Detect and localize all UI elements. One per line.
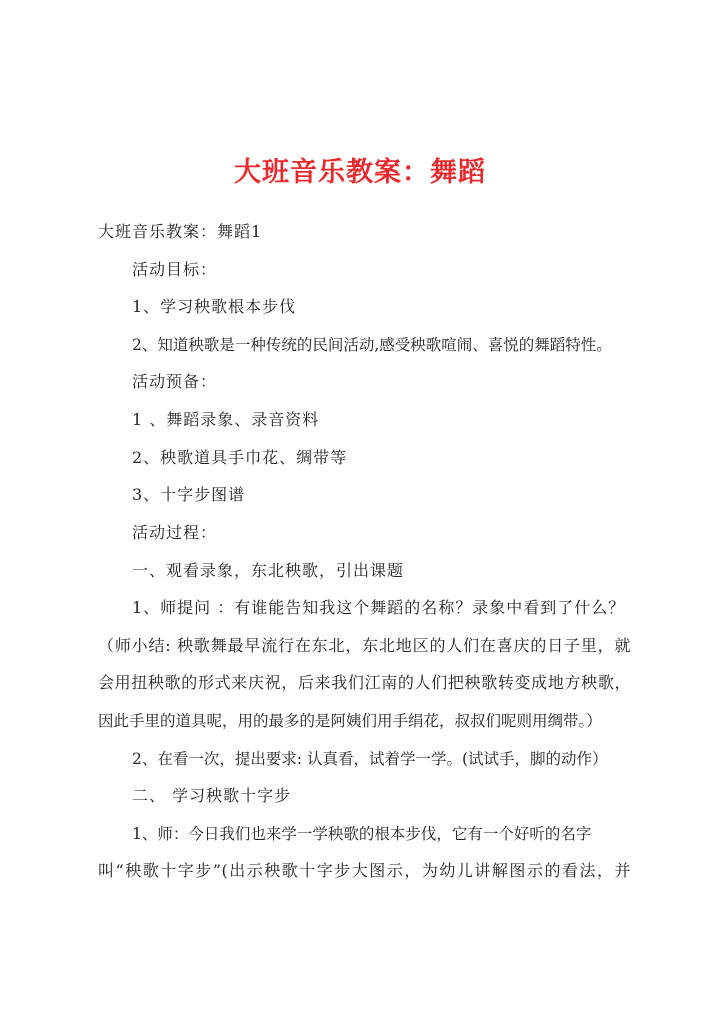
paragraph-line: 3、十字步图谱 (132, 485, 246, 504)
paragraph-line: 活动过程： (132, 523, 218, 542)
paragraph-line: 1、学习秧歌根本步伐 (132, 297, 297, 316)
section-heading: 大班音乐教案：舞蹈1 (98, 222, 263, 241)
paragraph-line: 2、在看一次，提出要求: 认真看，试着学一学。(试试手，脚的动作） (132, 750, 608, 768)
paragraph-line: 2、秧歌道具手巾花、绸带等 (132, 448, 348, 467)
paragraph-line: 一、观看录象，东北秧歌，引出课题 (132, 561, 405, 580)
paragraph-line: 叫“秧歌十字步”(出示秧歌十字步大图示，为幼儿讲解图示的看法，并 (98, 861, 631, 880)
paragraph-line: 2、知道秧歌是一种传统的民间活动,感受秧歌喧闹、喜悦的舞蹈特性。 (132, 336, 612, 354)
paragraph-line: 活动预备： (132, 372, 218, 391)
paragraph-line: 会用扭秧歌的形式来庆祝，后来我们江南的人们把秧歌转变成地方秧歌， (98, 673, 631, 692)
paragraph-line: 1、师：今日我们也来学一学秧歌的根本步伐，它有一个好听的名字 (132, 825, 592, 843)
paragraph-line: 因此手里的道具呢，用的最多的是阿姨们用手绢花，叔叔们呢则用绸带。） (98, 712, 602, 730)
paragraph-line: 1、师提问 ：有谁能告知我这个舞蹈的名称？录象中看到了什么？ (132, 598, 626, 617)
paragraph-line: 活动目标： (132, 260, 218, 279)
paragraph-line: （师小结: 秧歌舞最早流行在东北，东北地区的人们在喜庆的日子里，就 (98, 636, 631, 655)
paragraph-line: 1 、舞蹈录象、录音资料 (132, 410, 320, 429)
document-title: 大班音乐教案：舞蹈 (234, 157, 486, 188)
paragraph-line: 二、 学习秧歌十字步 (132, 786, 292, 805)
